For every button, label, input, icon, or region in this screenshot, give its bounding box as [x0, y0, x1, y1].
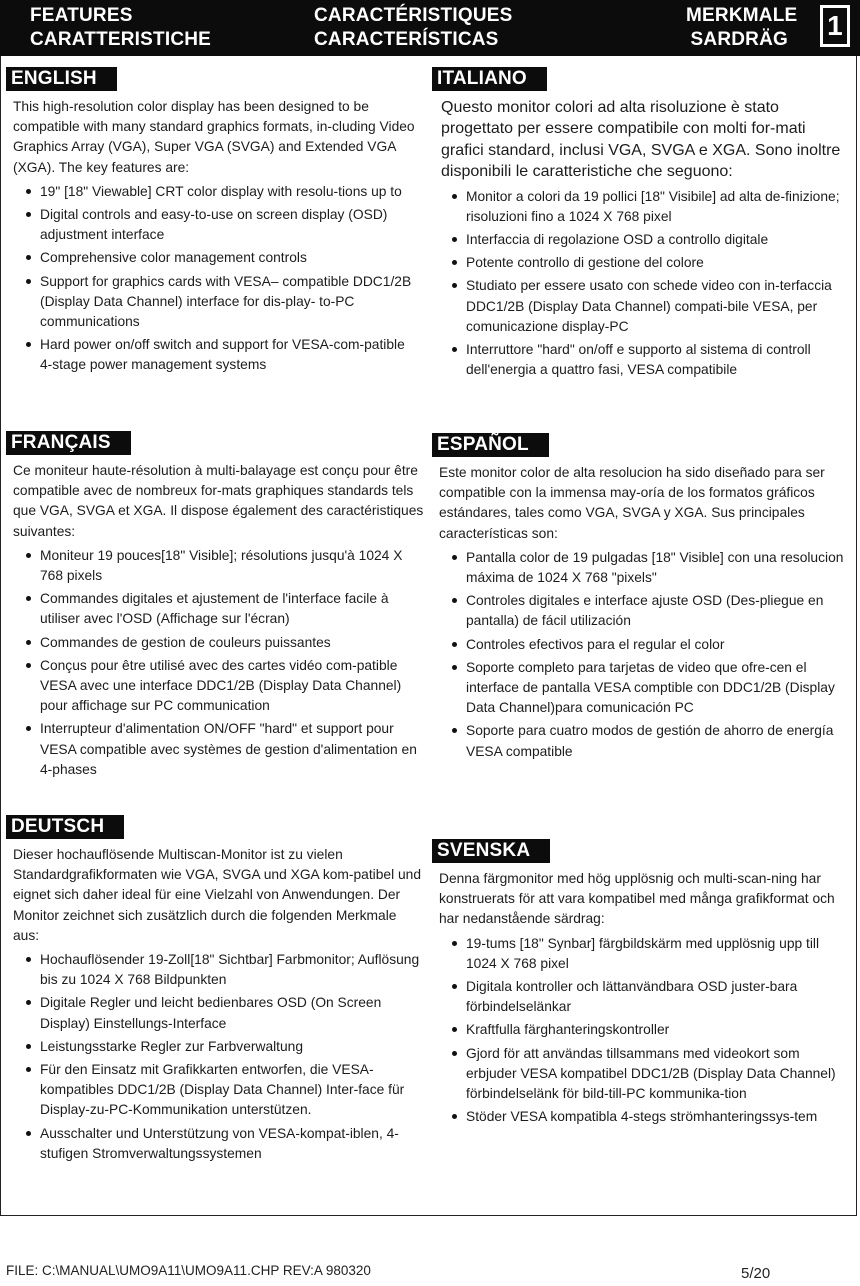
section-svenska [432, 839, 852, 1130]
list-item [6, 656, 426, 717]
list-item [432, 635, 852, 655]
bullet-icon [26, 212, 31, 217]
bullet-icon [26, 255, 31, 260]
list-item [6, 1124, 426, 1164]
list-item-text: Commandes digitales et ajustement de l'interface facile à utiliser avec l'OSD (Affichage sur l'écran) [40, 591, 389, 627]
bullet-icon [452, 347, 457, 352]
header-caracteristiques: CARACTÉRISTIQUES [314, 5, 513, 26]
bullet-icon [26, 342, 31, 347]
list-item-text: 19-tums [18" Synbar] färgbildskärm med upplösnig upp till 1024 X 768 pixel [466, 935, 820, 971]
footer-page-number: 5/20 [741, 1265, 771, 1282]
list-item [6, 1037, 426, 1057]
section-number-box: 1 [820, 5, 850, 47]
bullet-icon [26, 189, 31, 194]
header-sardrag: SARDRÄG [690, 29, 788, 50]
list-item [432, 1020, 852, 1040]
bullet-icon [452, 642, 457, 647]
list-item [432, 1107, 852, 1127]
section-deutsch [6, 815, 426, 1167]
section-francais [6, 431, 426, 783]
bullet-icon [452, 1051, 457, 1056]
list-item [6, 546, 426, 586]
feature-list [432, 548, 852, 762]
page-header [0, 0, 860, 56]
bullet-icon [452, 555, 457, 560]
list-item [432, 253, 852, 273]
list-item-text: Commandes de gestion de couleurs puissantes [40, 634, 331, 650]
section-italiano [432, 67, 852, 383]
list-item [6, 1060, 426, 1121]
section-title: DEUTSCH [6, 815, 124, 839]
section-intro: Questo monitor colori ad alta risoluzione è stato progettato per essere compatibile con molti for-mati grafici standard, inclusi VGA, SVGA e XGA. Sono inoltre disponibili le caratteristiche che seguono: [441, 99, 841, 181]
feature-list [6, 950, 426, 1164]
section-title: ITALIANO [432, 67, 547, 91]
bullet-icon [452, 1114, 457, 1119]
list-item-text: Interruttore "hard" on/off e supporto al sistema di controll dell'energia a quattro fasi, VESA compatibile [466, 342, 811, 378]
list-item [432, 658, 852, 719]
list-item-text: Support for graphics cards with VESA– compatible DDC1/2B (Display Data Channel) interface for dis-play- to-PC communications [40, 273, 412, 330]
list-item-text: Interfaccia di regolazione OSD a controllo digitale [466, 232, 769, 248]
list-item-text: Soporte completo para tarjetas de video que ofre-cen el interface de pantalla VESA comptible con DDC1/2B (Display Data Channel)para comunicación PC [466, 659, 835, 716]
list-item [6, 589, 426, 629]
list-item-text: Interrupteur d'alimentation ON/OFF "hard" et support pour VESA compatible avec systèmes de gestion d'alimentation en 4-phases [40, 721, 417, 777]
bullet-icon [452, 237, 457, 242]
list-item-text: Gjord för att användas tillsammans med videokort som erbjuder VESA kompatibel DDC1/2B (Display Data Channel) förbindelselänk för bild-till-PC kommunika-tion [466, 1045, 836, 1102]
header-middle [314, 4, 513, 52]
list-item-text: Hard power on/off switch and support for VESA-com-patible 4-stage power management systems [40, 337, 405, 373]
list-item [432, 934, 852, 974]
list-item [432, 276, 852, 337]
section-intro: Ce moniteur haute-résolution à multi-balayage est conçu pour être compatible avec de nombreux for-mats graphiques standards tels que VGA, SVGA et XGA. Il dispose également des caractéristiques suivantes: [13, 463, 424, 539]
section-title: ENGLISH [6, 67, 117, 91]
list-item [432, 230, 852, 250]
list-item-text: Hochauflösender 19-Zoll[18" Sichtbar] Farbmonitor; Auflösung bis zu 1024 X 768 Bildpunkten [40, 952, 420, 988]
list-item [432, 977, 852, 1017]
bullet-icon [452, 1027, 457, 1032]
list-item-text: Potente controllo di gestione del colore [466, 255, 704, 271]
feature-list [432, 934, 852, 1128]
footer-file-path: FILE: C:\MANUAL\UMO9A11\UMO9A11.CHP REV:A 980320 [6, 1263, 371, 1278]
section-intro: Este monitor color de alta resolucion ha sido diseñado para ser compatible con la immensa may-oría de los formatos gráficos estándares, tales como VGA, SVGA y XGA. Sus principales características son: [439, 465, 825, 541]
section-espanol [432, 433, 852, 765]
list-item [432, 187, 852, 227]
list-item [6, 205, 416, 245]
list-item-text: Controles digitales e interface ajuste OSD (Des-pliegue en pantalla) de fácil utilización [466, 593, 824, 629]
list-item-text: Digital controls and easy-to-use on screen display (OSD) adjustment interface [40, 207, 388, 243]
list-item [432, 548, 852, 588]
list-item-text: Leistungsstarke Regler zur Farbverwaltung [40, 1038, 304, 1054]
list-item [6, 633, 426, 653]
bullet-icon [452, 194, 457, 199]
list-item-text: Conçus pour être utilisé avec des cartes vidéo com-patible VESA avec une interface DDC1/2B (Display Data Channel) pour affichage sur PC communication [40, 657, 402, 714]
list-item [6, 993, 426, 1033]
header-right [686, 4, 798, 52]
bullet-icon [452, 598, 457, 603]
bullet-icon [452, 260, 457, 265]
bullet-icon [452, 728, 457, 733]
section-intro: Dieser hochauflösende Multiscan-Monitor ist zu vielen Standardgrafikformaten wie VGA, SVGA und XGA kom-patibel und eignet sich daher ideal für eine Vielzahl von Anwendungen. Der Monitor zeichnet sich zusätzlich durch die folgenden Merkmale aus: [13, 847, 421, 943]
header-caratteristiche: CARATTERISTICHE [30, 29, 212, 50]
section-english [6, 67, 416, 379]
bullet-icon [26, 640, 31, 645]
list-item [432, 591, 852, 631]
list-item [6, 182, 416, 202]
list-item-text: Für den Einsatz mit Grafikkarten entworfen, die VESA-kompatibles DDC1/2B (Display Data Channel) Inter-face für Display-zu-PC-Kommunikation unterstützen. [40, 1062, 405, 1118]
header-features: FEATURES [30, 5, 133, 26]
list-item-text: Digitala kontroller och lättanvändbara OSD juster-bara förbindelselänkar [466, 979, 798, 1015]
bullet-icon [452, 665, 457, 670]
bullet-icon [26, 957, 31, 962]
bullet-icon [26, 1000, 31, 1005]
section-title: SVENSKA [432, 839, 550, 863]
bullet-icon [26, 663, 31, 668]
list-item [432, 1044, 852, 1105]
list-item-text: Pantalla color de 19 pulgadas [18" Visible] con una resolucion máxima de 1024 X 768 "pixels" [466, 549, 844, 586]
section-intro: This high-resolution color display has been designed to be compatible with many standard graphics formats, in-cluding Video Graphics Array (VGA), Super VGA (SVGA) and Extended VGA (XGA). The key features are: [13, 99, 415, 175]
list-item [6, 950, 426, 990]
list-item-text: Controles efectivos para el regular el color [466, 636, 725, 652]
list-item-text: Stöder VESA kompatibla 4-stegs strömhanteringssys-tem [466, 1109, 818, 1125]
section-title: FRANÇAIS [6, 431, 131, 455]
list-item [432, 340, 852, 380]
list-item [432, 721, 852, 761]
bullet-icon [26, 1067, 31, 1072]
bullet-icon [452, 283, 457, 288]
bullet-icon [452, 984, 457, 989]
header-merkmale: MERKMALE [686, 5, 798, 26]
list-item-text: Digitale Regler und leicht bedienbares OSD (On Screen Display) Einstellungs-Interface [40, 995, 382, 1031]
list-item-text: Monitor a colori da 19 pollici [18" Visibile] ad alta de-finizione; risoluzioni fino a 1024 X 768 pixel [466, 188, 840, 224]
list-item-text: Soporte para cuatro modos de gestión de ahorro de energía VESA compatible [466, 723, 834, 759]
list-item [6, 248, 416, 268]
feature-list [6, 546, 426, 780]
feature-list [432, 187, 852, 381]
list-item-text: Kraftfulla färghanteringskontroller [466, 1022, 670, 1038]
bullet-icon [26, 553, 31, 558]
header-caracteristicas: CARACTERÍSTICAS [314, 29, 499, 50]
bullet-icon [26, 596, 31, 601]
header-left [30, 4, 211, 52]
list-item [6, 335, 416, 375]
list-item-text: Ausschalter und Unterstützung von VESA-kompat-iblen, 4-stufigen Stromverwaltungssystemen [40, 1125, 399, 1161]
bullet-icon [26, 1044, 31, 1049]
list-item [6, 719, 426, 780]
feature-list [6, 182, 416, 376]
bullet-icon [26, 279, 31, 284]
list-item-text: Comprehensive color management controls [40, 250, 307, 266]
section-title: ESPAÑOL [432, 433, 549, 457]
bullet-icon [26, 726, 31, 731]
list-item-text: Moniteur 19 pouces[18" Visible]; résolutions jusqu'à 1024 X 768 pixels [40, 547, 403, 584]
bullet-icon [26, 1131, 31, 1136]
section-intro: Denna färgmonitor med hög upplösnig och multi-scan-ning har konstruerats för att vara kompatibel med många grafikformat och har nedanstående särdrag: [439, 871, 835, 927]
bullet-icon [452, 941, 457, 946]
list-item-text: Studiato per essere usato con schede video con in-terfaccia DDC1/2B (Display Data Channel) compati-bile VESA, per comunicazione display-PC [466, 278, 832, 334]
list-item-text: 19" [18" Viewable] CRT color display with resolu-tions up to [40, 183, 402, 199]
list-item [6, 272, 416, 333]
